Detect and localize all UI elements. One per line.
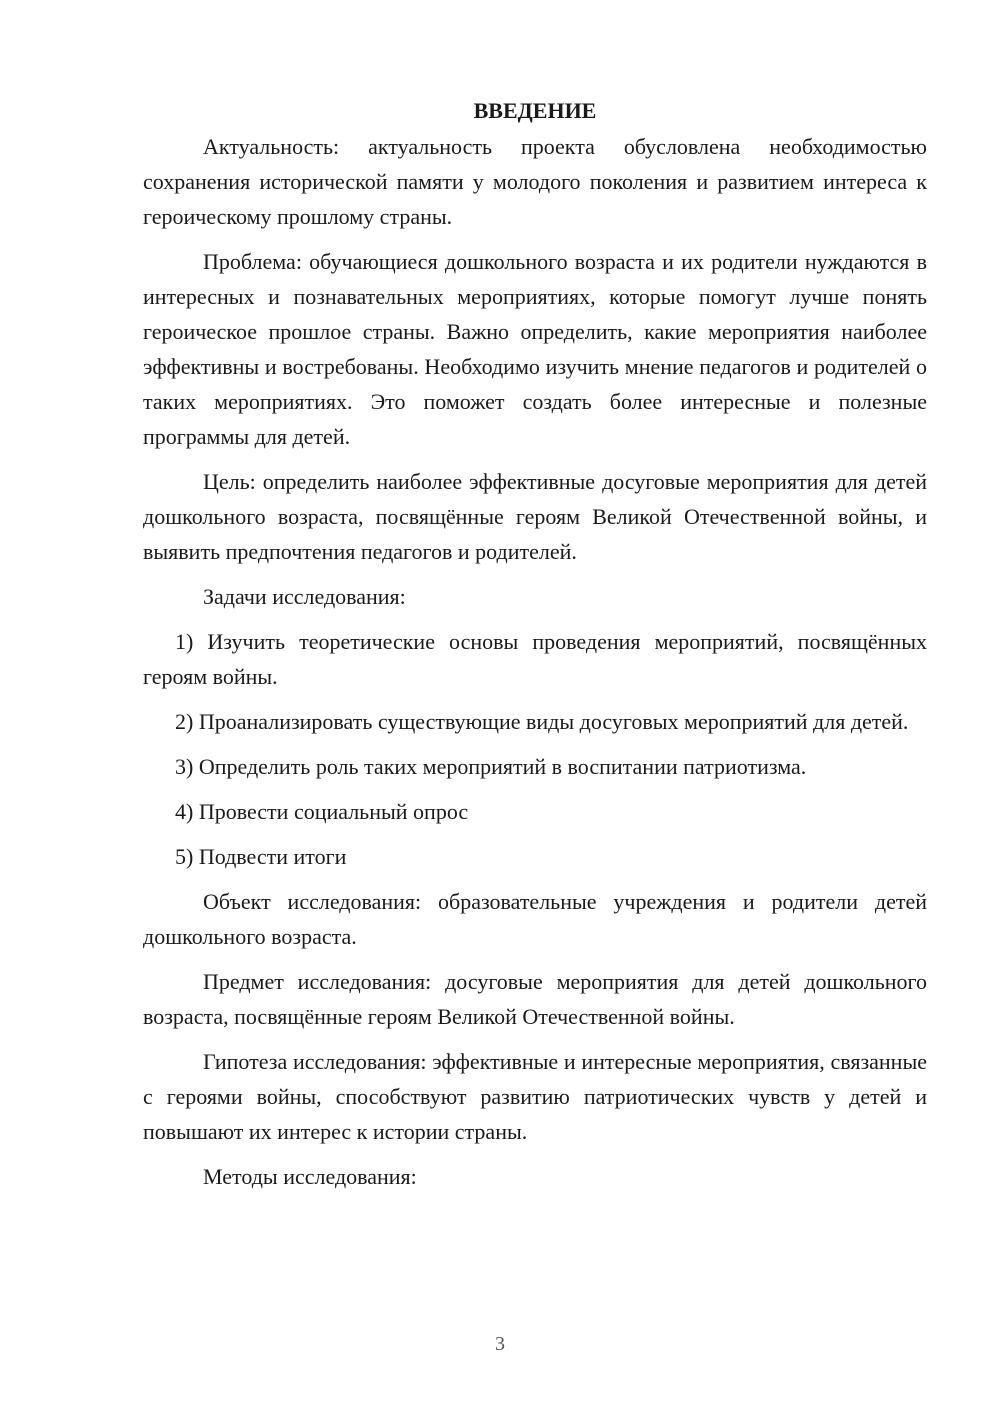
goal-paragraph: Цель: определить наиболее эффективные досуговые мероприятия для детей дошкольного возраста, посвящённые героям Великой Отечественной войны, и выявить предпочтения педагогов и родителей. [143,469,927,564]
hypothesis-paragraph: Гипотеза исследования: эффективные и интересные мероприятия, связанные с героями войны, способствуют развитию патриотических чувств у детей и повышают их интерес к истории страны. [143,1049,927,1144]
section-heading: ВВЕДЕНИЕ [473,98,597,123]
subject-paragraph: Предмет исследования: досуговые мероприятия для детей дошкольного возраста, посвящённые героям Великой Отечественной войны. [143,969,927,1029]
task-item: 3) Определить роль таких мероприятий в воспитании патриотизма. [175,754,807,779]
relevance-paragraph: Актуальность: актуальность проекта обусловлена необходимостью сохранения исторической памяти у молодого поколения и развитием интереса к героическому прошлому страны. [143,134,927,229]
task-item: 1) Изучить теоретические основы проведения мероприятий, посвящённых героям войны. [143,629,927,689]
problem-paragraph: Проблема: обучающиеся дошкольного возраста и их родители нуждаются в интересных и познавательных мероприятиях, которые помогут лучше понять героическое прошлое страны. Важно определить, какие мероприятия наиболее эффективны и востребованы. Необходимо изучить мнение педагогов и родителей о таких мероприятиях. Это поможет создать более интересные и полезные программы для детей. [143,249,927,449]
task-item: 2) Проанализировать существующие виды досуговых мероприятий для детей. [175,709,909,734]
object-paragraph: Объект исследования: образовательные учреждения и родители детей дошкольного возраста. [143,889,927,949]
page-content [143,96,927,1204]
methods-heading: Методы исследования: [203,1164,417,1189]
page-number: 3 [495,1333,505,1355]
task-item: 4) Провести социальный опрос [175,799,469,824]
task-item: 5) Подвести итоги [175,844,347,869]
tasks-heading: Задачи исследования: [203,584,406,609]
